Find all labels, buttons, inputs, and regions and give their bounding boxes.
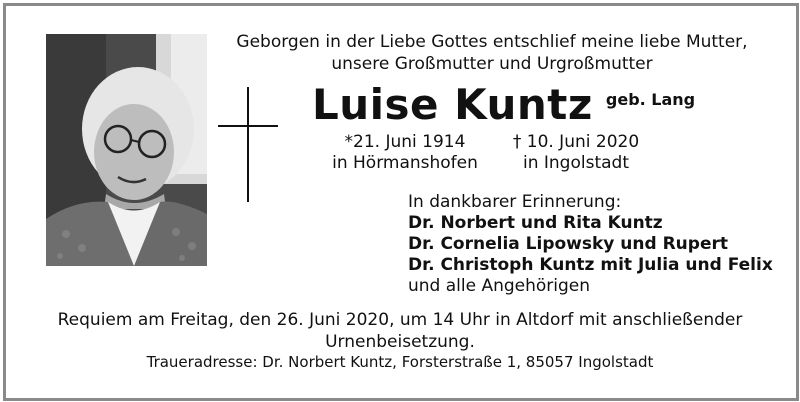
- death-date: † 10. Juni 2020: [512, 132, 640, 152]
- cross-symbol-vertical: [247, 87, 249, 202]
- mourners-block: [408, 192, 773, 297]
- requiem-info: [40, 309, 760, 353]
- death-place: in Ingolstadt: [522, 153, 629, 173]
- birth-place: in Hörmanshofen: [332, 153, 478, 173]
- mourner-name: Dr. Cornelia Lipowsky und Rupert: [408, 234, 728, 254]
- mourning-address: Traueradresse: Dr. Norbert Kuntz, Forsterstraße 1, 85057 Ingolstadt: [146, 353, 654, 371]
- mourner-name: Dr. Norbert und Rita Kuntz: [408, 213, 663, 233]
- birth-date: *21. Juni 1914: [344, 132, 466, 152]
- death-info: [506, 132, 646, 174]
- intro-line: Geborgen in der Liebe Gottes entschlief meine liebe Mutter,: [236, 32, 748, 52]
- mourner-name: Dr. Christoph Kuntz mit Julia und Felix: [408, 255, 773, 275]
- portrait-photo: [46, 34, 207, 266]
- mourners-intro: In dankbarer Erinnerung:: [408, 192, 622, 212]
- deceased-name: Luise Kuntz: [312, 80, 593, 129]
- cross-symbol-horizontal: [218, 125, 278, 127]
- requiem-line: Urnenbeisetzung.: [325, 332, 475, 352]
- intro-text: [222, 31, 762, 75]
- birth-info: [330, 132, 480, 174]
- deceased-name-row: [312, 80, 695, 129]
- requiem-line: Requiem am Freitag, den 26. Juni 2020, um 14 Uhr in Altdorf mit anschließender: [57, 310, 743, 330]
- intro-line: unsere Großmutter und Urgroßmutter: [331, 54, 653, 74]
- mourners-closing: und alle Angehörigen: [408, 276, 591, 296]
- maiden-name: geb. Lang: [605, 90, 696, 109]
